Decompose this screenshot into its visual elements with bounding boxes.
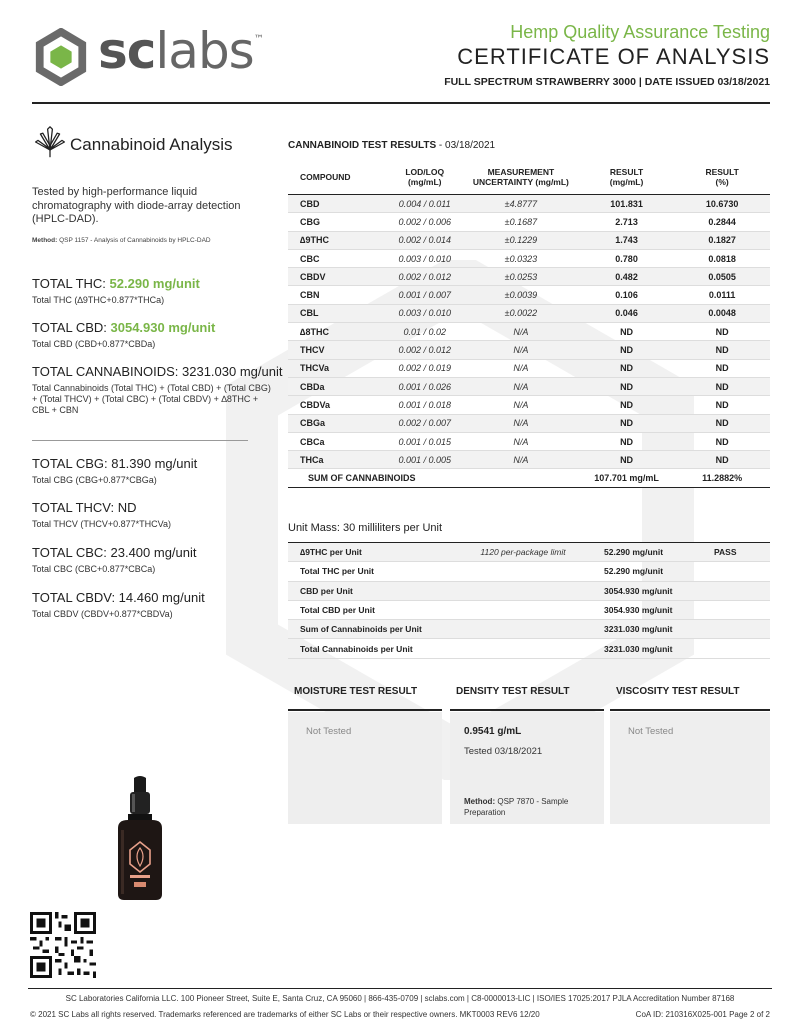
- product-line: FULL SPECTRUM STRAWBERRY 3000 | DATE ISSUED 03/18/2021: [444, 76, 770, 88]
- analysis-description: Tested by high-performance liquid chromatography with diode-array detection (HPLC-DAD).: [32, 186, 241, 225]
- density-test-title: DENSITY TEST RESULT: [456, 686, 570, 697]
- table-header-row: [288, 160, 770, 195]
- result-pct-cell: ND: [674, 432, 770, 450]
- table-row: [288, 432, 770, 450]
- header-title: CERTIFICATE OF ANALYSIS: [457, 44, 770, 69]
- table-row: [288, 304, 770, 322]
- result-mgml-cell: ND: [579, 451, 674, 469]
- compound-cell: CBD: [288, 195, 387, 213]
- total-cbdv-formula: Total CBDV (CBDV+0.877*CBDVa): [32, 609, 173, 619]
- total-cannabinoids-formula: Total Cannabinoids (Total THC) + (Total CBD) + (Total CBG) + (Total THCV) + (Total CBC) + (Total CBDV) + ∆8THC + CBL + CBN: [32, 383, 271, 415]
- compound-cell: CBN: [288, 286, 387, 304]
- uncertainty-cell: ±0.1229: [463, 231, 579, 249]
- uncertainty-cell: N/A: [463, 432, 579, 450]
- uncertainty-cell: N/A: [463, 396, 579, 414]
- uncertainty-cell: N/A: [463, 414, 579, 432]
- table-row: [288, 231, 770, 249]
- sc-labs-logo-icon: [32, 28, 90, 86]
- lod-loq-cell: 0.001 / 0.015: [387, 432, 463, 450]
- unit-label-cell: Total CBD per Unit: [288, 600, 448, 619]
- result-pct-cell: ND: [674, 396, 770, 414]
- total-cbc-formula: Total CBC (CBC+0.877*CBCa): [32, 564, 156, 574]
- unit-status-cell: PASS: [714, 543, 770, 562]
- footer-copyright: © 2021 SC Labs all rights reserved. Trademarks referenced are trademarks of either SC Labs or their respective owners. MKT0003 REV6 12/20: [30, 1010, 540, 1019]
- cannabinoid-results-title: CANNABINOID TEST RESULTS - 03/18/2021: [288, 140, 496, 151]
- compound-cell: CBDVa: [288, 396, 387, 414]
- cannabinoid-analysis-title: Cannabinoid Analysis: [70, 135, 233, 154]
- lod-loq-cell: 0.001 / 0.005: [387, 451, 463, 469]
- density-tested-date: Tested 03/18/2021: [464, 746, 543, 757]
- result-mgml-cell: ND: [579, 323, 674, 341]
- lod-loq-cell: 0.001 / 0.026: [387, 377, 463, 395]
- compound-cell: THCVa: [288, 359, 387, 377]
- sum-label: SUM OF CANNABINOIDS: [288, 469, 579, 488]
- unit-mass-row: [288, 543, 770, 562]
- compound-cell: CBC: [288, 249, 387, 267]
- result-mgml-cell: 1.743: [579, 231, 674, 249]
- result-pct-cell: ND: [674, 451, 770, 469]
- lod-loq-cell: 0.002 / 0.006: [387, 213, 463, 231]
- col-header-result-mgml: RESULT (mg/mL): [579, 160, 674, 195]
- result-mgml-cell: ND: [579, 341, 674, 359]
- viscosity-test-box: [610, 712, 770, 824]
- result-pct-cell: ND: [674, 359, 770, 377]
- uncertainty-cell: N/A: [463, 377, 579, 395]
- density-divider: [450, 709, 604, 711]
- lod-loq-cell: 0.01 / 0.02: [387, 323, 463, 341]
- footer-coa-id: CoA ID: 210316X025-001 Page 2 of 2: [635, 1010, 770, 1019]
- unit-label-cell: Sum of Cannabinoids per Unit: [288, 620, 448, 639]
- density-value: 0.9541 g/mL: [464, 726, 522, 737]
- header-divider: [32, 102, 770, 104]
- unit-mass-table: [288, 542, 770, 659]
- table-row: [288, 213, 770, 231]
- unit-value-cell: 3231.030 mg/unit: [598, 620, 714, 639]
- total-cbd-formula: Total CBD (CBD+0.877*CBDa): [32, 339, 156, 349]
- density-test-box: [450, 712, 604, 824]
- result-pct-cell: ND: [674, 414, 770, 432]
- unit-limit-cell: [448, 639, 598, 658]
- moisture-divider: [288, 709, 442, 711]
- uncertainty-cell: ±0.1687: [463, 213, 579, 231]
- unit-limit-cell: [448, 600, 598, 619]
- uncertainty-cell: N/A: [463, 323, 579, 341]
- table-row: [288, 396, 770, 414]
- unit-value-cell: 52.290 mg/unit: [598, 562, 714, 581]
- unit-limit-cell: [448, 620, 598, 639]
- compound-cell: THCa: [288, 451, 387, 469]
- result-mgml-cell: ND: [579, 359, 674, 377]
- sum-mgml: 107.701 mg/mL: [579, 469, 674, 488]
- result-pct-cell: ND: [674, 323, 770, 341]
- result-mgml-cell: ND: [579, 396, 674, 414]
- uncertainty-cell: ±4.8777: [463, 195, 579, 213]
- unit-mass-title: Unit Mass: 30 milliliters per Unit: [288, 522, 443, 534]
- qr-code[interactable]: [30, 912, 96, 978]
- compound-cell: CBL: [288, 304, 387, 322]
- result-pct-cell: 0.0111: [674, 286, 770, 304]
- unit-status-cell: [714, 600, 770, 619]
- footer-lab-info: SC Laboratories California LLC. 100 Pioneer Street, Suite E, Santa Cruz, CA 95060 | 866-435-0709 | sclabs.com | C8-0000013-LIC | ISO/IES 17025:2017 PJLA Accreditation Number 87168: [65, 994, 735, 1003]
- result-pct-cell: 0.0505: [674, 268, 770, 286]
- unit-mass-row: [288, 562, 770, 581]
- uncertainty-cell: ±0.0323: [463, 249, 579, 267]
- col-header-result-pct: RESULT (%): [674, 160, 770, 195]
- unit-status-cell: [714, 562, 770, 581]
- table-row: [288, 377, 770, 395]
- result-mgml-cell: 0.106: [579, 286, 674, 304]
- lod-loq-cell: 0.001 / 0.018: [387, 396, 463, 414]
- sc-labs-logo-text: sclabs™: [98, 22, 263, 80]
- table-row: [288, 341, 770, 359]
- unit-value-cell: 3231.030 mg/unit: [598, 639, 714, 658]
- lod-loq-cell: 0.004 / 0.011: [387, 195, 463, 213]
- result-mgml-cell: 0.046: [579, 304, 674, 322]
- cannabis-leaf-icon: [34, 126, 66, 158]
- col-header-lod-loq: LOD/LOQ (mg/mL): [387, 160, 463, 195]
- result-pct-cell: ND: [674, 377, 770, 395]
- uncertainty-cell: ±0.0253: [463, 268, 579, 286]
- lod-loq-cell: 0.003 / 0.010: [387, 304, 463, 322]
- result-mgml-cell: ND: [579, 377, 674, 395]
- unit-status-cell: [714, 639, 770, 658]
- total-cbc: TOTAL CBC: 23.400 mg/unit: [32, 545, 197, 560]
- lod-loq-cell: 0.002 / 0.014: [387, 231, 463, 249]
- unit-label-cell: Total Cannabinoids per Unit: [288, 639, 448, 658]
- total-cannabinoids: TOTAL CANNABINOIDS: 3231.030 mg/unit: [32, 364, 283, 379]
- lod-loq-cell: 0.002 / 0.019: [387, 359, 463, 377]
- compound-cell: ∆8THC: [288, 323, 387, 341]
- unit-label-cell: Total THC per Unit: [288, 562, 448, 581]
- viscosity-divider: [610, 709, 770, 711]
- result-pct-cell: 0.1827: [674, 231, 770, 249]
- sum-row: [288, 469, 770, 488]
- unit-limit-cell: 1120 per-package limit: [448, 543, 598, 562]
- unit-mass-row: [288, 639, 770, 658]
- table-row: [288, 451, 770, 469]
- unit-status-cell: [714, 620, 770, 639]
- total-cbg-formula: Total CBG (CBG+0.877*CBGa): [32, 475, 157, 485]
- result-pct-cell: 0.0048: [674, 304, 770, 322]
- header-subtitle: Hemp Quality Assurance Testing: [510, 22, 770, 42]
- total-cbdv: TOTAL CBDV: 14.460 mg/unit: [32, 590, 205, 605]
- table-row: [288, 286, 770, 304]
- unit-label-cell: ∆9THC per Unit: [288, 543, 448, 562]
- compound-cell: CBGa: [288, 414, 387, 432]
- density-method: Method: QSP 7870 - Sample Preparation: [464, 797, 569, 817]
- result-mgml-cell: ND: [579, 414, 674, 432]
- unit-mass-row: [288, 581, 770, 600]
- table-row: [288, 268, 770, 286]
- table-row: [288, 414, 770, 432]
- compound-cell: CBG: [288, 213, 387, 231]
- unit-status-cell: [714, 581, 770, 600]
- result-pct-cell: 0.0818: [674, 249, 770, 267]
- unit-value-cell: 3054.930 mg/unit: [598, 600, 714, 619]
- lod-loq-cell: 0.003 / 0.010: [387, 249, 463, 267]
- product-bottle-image: [108, 776, 172, 900]
- total-thcv: TOTAL THCV: ND: [32, 500, 137, 515]
- compound-cell: ∆9THC: [288, 231, 387, 249]
- footer-divider: [28, 988, 772, 989]
- table-row: [288, 195, 770, 213]
- result-mgml-cell: ND: [579, 432, 674, 450]
- lod-loq-cell: 0.002 / 0.012: [387, 341, 463, 359]
- moisture-test-box: [288, 712, 442, 824]
- unit-mass-row: [288, 620, 770, 639]
- result-mgml-cell: 2.713: [579, 213, 674, 231]
- uncertainty-cell: ±0.0039: [463, 286, 579, 304]
- result-pct-cell: 10.6730: [674, 195, 770, 213]
- left-divider: [32, 440, 248, 441]
- total-thc: TOTAL THC: 52.290 mg/unit: [32, 276, 200, 291]
- total-thc-formula: Total THC (∆9THC+0.877*THCa): [32, 295, 165, 305]
- lod-loq-cell: 0.001 / 0.007: [387, 286, 463, 304]
- result-mgml-cell: 0.482: [579, 268, 674, 286]
- result-pct-cell: ND: [674, 341, 770, 359]
- compound-cell: THCV: [288, 341, 387, 359]
- unit-limit-cell: [448, 581, 598, 600]
- uncertainty-cell: N/A: [463, 341, 579, 359]
- uncertainty-cell: ±0.0022: [463, 304, 579, 322]
- total-cbd: TOTAL CBD: 3054.930 mg/unit: [32, 320, 216, 335]
- compound-cell: CBCa: [288, 432, 387, 450]
- moisture-test-title: MOISTURE TEST RESULT: [294, 686, 418, 697]
- total-thcv-formula: Total THCV (THCV+0.877*THCVa): [32, 519, 171, 529]
- col-header-uncertainty: MEASUREMENT UNCERTAINTY (mg/mL): [463, 160, 579, 195]
- unit-label-cell: CBD per Unit: [288, 581, 448, 600]
- result-mgml-cell: 101.831: [579, 195, 674, 213]
- uncertainty-cell: N/A: [463, 359, 579, 377]
- cannabinoid-results-table: [288, 160, 770, 488]
- unit-value-cell: 52.290 mg/unit: [598, 543, 714, 562]
- total-cbg: TOTAL CBG: 81.390 mg/unit: [32, 456, 198, 471]
- lod-loq-cell: 0.002 / 0.012: [387, 268, 463, 286]
- moisture-status: Not Tested: [306, 726, 352, 737]
- unit-mass-row: [288, 600, 770, 619]
- lod-loq-cell: 0.002 / 0.007: [387, 414, 463, 432]
- unit-value-cell: 3054.930 mg/unit: [598, 581, 714, 600]
- table-row: [288, 359, 770, 377]
- compound-cell: CBDV: [288, 268, 387, 286]
- viscosity-status: Not Tested: [628, 726, 674, 737]
- table-row: [288, 323, 770, 341]
- unit-limit-cell: [448, 562, 598, 581]
- uncertainty-cell: N/A: [463, 451, 579, 469]
- viscosity-test-title: VISCOSITY TEST RESULT: [616, 686, 740, 697]
- table-row: [288, 249, 770, 267]
- result-mgml-cell: 0.780: [579, 249, 674, 267]
- col-header-compound: COMPOUND: [288, 160, 387, 195]
- result-pct-cell: 0.2844: [674, 213, 770, 231]
- sum-pct: 11.2882%: [674, 469, 770, 488]
- analysis-method: Method: QSP 1157 - Analysis of Cannabinoids by HPLC-DAD: [32, 237, 211, 244]
- compound-cell: CBDa: [288, 377, 387, 395]
